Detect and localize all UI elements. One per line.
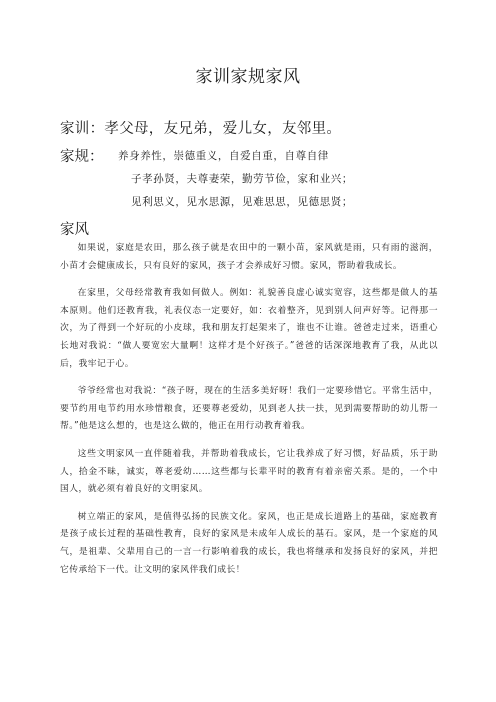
section-heading: 家风: [60, 222, 89, 238]
family-rule-line-1: 养身养性，崇德重义，自爱自重，自尊自律: [118, 150, 329, 162]
paragraph: 如果说，家庭是农田，那么孩子就是农田中的一颗小苗，家风就是雨，只有雨的滋润，小苗才会健康成长，只有良好的家风，孩子才会养成好习惯。家风，帮助着我成长。: [60, 243, 438, 271]
essay-body: [60, 240, 438, 589]
paragraph: 在家里，父母经常教育我如何做人。例如：礼貌善良虚心诚实宽容，这些都是做人的基本原则。他们还教育我，礼表仪态一定要好，如：衣着整齐，见到别人问声好等。记得那一次，为了得到一个好玩的小皮球，我和朋友打起架来了，谁也不让谁。爸爸走过来，语重心长地对我说：“做人要宽宏大量啊！这样才是个好孩子。”爸爸的话深深地教育了我，从此以后，我牢记于心。: [60, 288, 438, 369]
paragraph: 这些文明家风一直伴随着我，并帮助着我成长，它让我养成了好习惯，好品质，乐于助人，拾金不昧，诚实，尊老爱幼……这些都与长辈平时的教育有着亲密关系。是的，一个中国人，就必须有着良好的文明家风。: [60, 448, 438, 495]
paragraph: 树立端正的家风，是值得弘扬的民族文化。家风，也正是成长道路上的基础，家庭教育是孩子成长过程的基础性教育，良好的家风是未成年人成长的基石。家风，是一个家庭的风气，是祖辈、父辈用自己的一言一行影响着我的成长，我也将继承和发扬良好的家风，并把它传承给下一代。让文明的家风伴我们成长！: [60, 511, 438, 575]
family-rule-line-2: 子孝孙贤，夫尊妻荣，勤劳节俭，家和业兴；: [131, 173, 353, 185]
page-title: 家训家规家风: [195, 67, 301, 87]
family-rules-label: 家规：: [60, 149, 104, 165]
family-rule-line-3: 见利思义，见水思源，见难思思，见德思贤；: [131, 196, 353, 208]
paragraph: 爷爷经常也对我说：“孩子呀，现在的生活多美好呀！我们一定要珍惜它。平常生活中，要节约用电节约用水珍惜粮食，还要尊老爱幼，见到老人扶一扶，见到需要帮助的幼儿帮一帮。”他是这么想的，也是这么做的，他正在用行动教育着我。: [60, 386, 438, 432]
family-motto: 家训：孝父母，友兄弟，爱儿女，友邻里。: [60, 121, 342, 137]
